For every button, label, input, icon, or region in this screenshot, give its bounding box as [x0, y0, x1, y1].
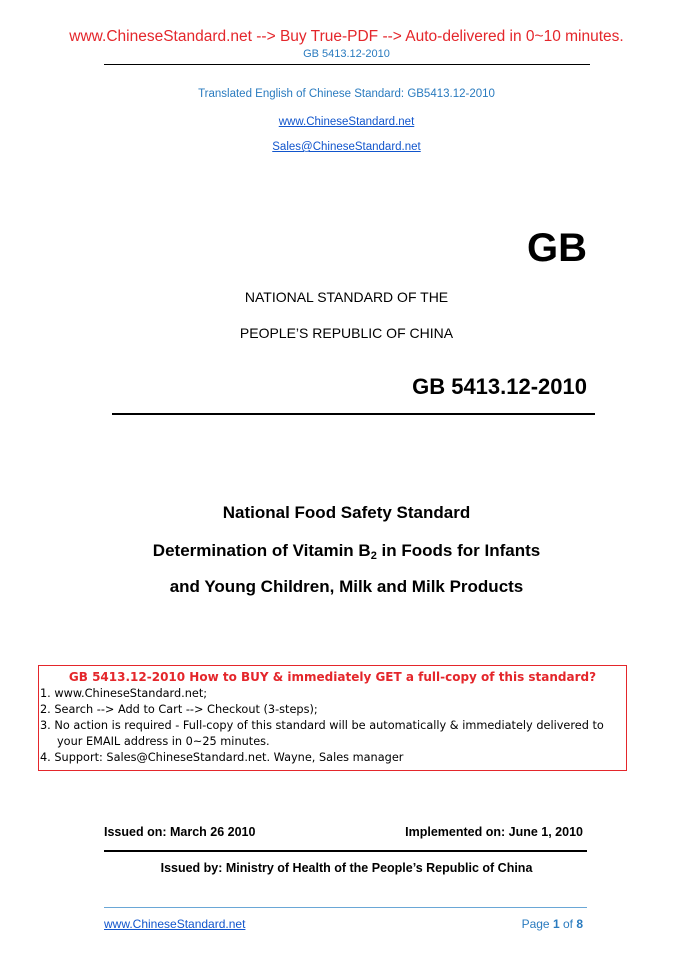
top-banner: www.ChineseStandard.net --> Buy True-PDF --> Auto-delivered in 0~10 minutes. — [69, 28, 624, 45]
issued-by: Issued by: Ministry of Health of the People’s Republic of China — [160, 861, 533, 875]
national-standard-line1: NATIONAL STANDARD OF THE — [244, 289, 449, 305]
footer-website-link[interactable]: www.ChineseStandard.net — [104, 917, 246, 931]
purchase-step: 3. No action is required - Full-copy of this standard will be automatically & immediately delivered to — [40, 719, 604, 732]
gb-logo: GB — [527, 226, 587, 270]
title-line-3: and Young Children, Milk and Milk Products — [169, 577, 524, 596]
title-line-1: National Food Safety Standard — [222, 503, 471, 522]
purchase-step: 1. www.ChineseStandard.net; — [40, 687, 208, 700]
purchase-step: 2. Search --> Add to Cart --> Checkout (3-steps); — [40, 703, 318, 716]
purchase-box-heading: GB 5413.12-2010 How to BUY & immediately GET a full-copy of this standard? — [68, 670, 597, 684]
implemented-on-date: Implemented on: June 1, 2010 — [405, 825, 583, 839]
purchase-info-box — [38, 665, 627, 771]
title-line-2: Determination of Vitamin $B_2$ in Foods for Infants — [152, 541, 541, 562]
national-standard-line2: PEOPLE’S REPUBLIC OF CHINA — [239, 325, 454, 341]
header-standard-code: GB 5413.12-2010 — [303, 48, 390, 60]
purchase-step-continued: your EMAIL address in 0~25 minutes. — [57, 735, 270, 748]
standard-number: GB 5413.12-2010 — [412, 374, 587, 399]
purchase-step: 4. Support: Sales@ChineseStandard.net. Wayne, Sales manager — [40, 751, 404, 764]
issued-on-date: Issued on: March 26 2010 — [104, 825, 256, 839]
translation-note: Translated English of Chinese Standard: GB5413.12-2010 — [198, 88, 495, 100]
dates-divider — [104, 850, 587, 852]
header-divider — [104, 64, 590, 65]
website-link[interactable]: www.ChineseStandard.net — [278, 116, 415, 128]
footer-divider — [104, 907, 587, 908]
page-number: Page 1 of 8 — [521, 917, 583, 931]
standard-number-divider — [112, 413, 595, 415]
email-link[interactable]: Sales@ChineseStandard.net — [272, 141, 421, 153]
